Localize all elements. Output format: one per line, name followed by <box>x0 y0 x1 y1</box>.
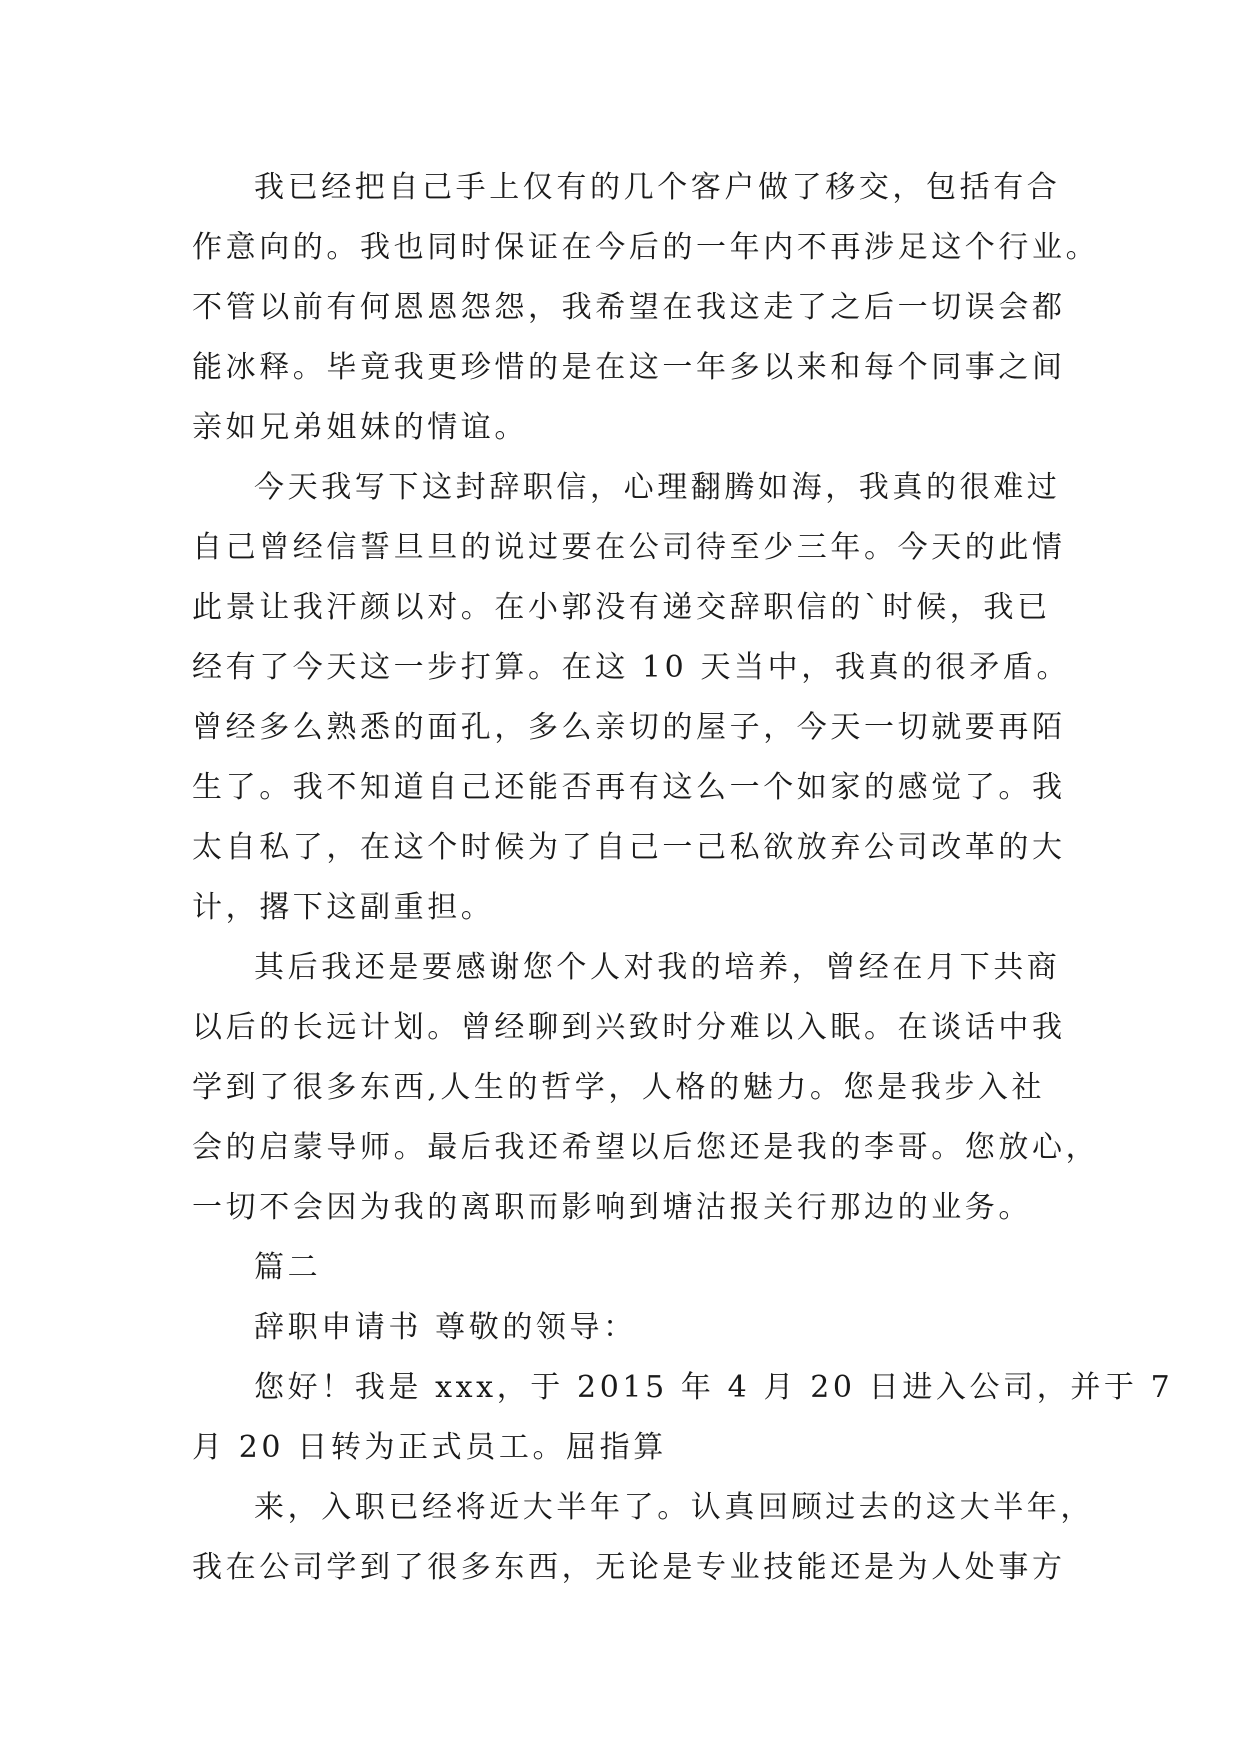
text-line: 会的启蒙导师。最后我还希望以后您还是我的李哥。您放心， <box>192 1130 1100 1165</box>
section-heading: 篇二 <box>254 1250 322 1285</box>
text-line: 来，入职已经将近大半年了。认真回顾过去的这大半年， <box>254 1490 1094 1525</box>
text-line: 一切不会因为我的离职而影响到塘沽报关行那边的业务。 <box>192 1190 1032 1225</box>
text-line: 能冰释。毕竟我更珍惜的是在这一年多以来和每个同事之间 <box>192 350 1066 385</box>
text-line: 其后我还是要感谢您个人对我的培养，曾经在月下共商 <box>254 950 1061 985</box>
text-line: 经有了今天这一步打算。在这 10 天当中，我真的很矛盾。 <box>192 650 1071 685</box>
text-line: 亲如兄弟姐妹的情谊。 <box>192 410 528 445</box>
text-line: 不管以前有何恩恩怨怨，我希望在我这走了之后一切误会都 <box>192 290 1066 325</box>
letter-title: 辞职申请书 尊敬的领导： <box>254 1310 637 1345</box>
text-line: 生了。我不知道自己还能否再有这么一个如家的感觉了。我 <box>192 770 1066 805</box>
text-line: 自己曾经信誓旦旦的说过要在公司待至少三年。今天的此情 <box>192 530 1066 565</box>
text-line: 我已经把自己手上仅有的几个客户做了移交，包括有合 <box>254 170 1061 205</box>
text-line: 月 20 日转为正式员工。屈指算 <box>192 1430 667 1465</box>
text-line: 太自私了，在这个时候为了自己一己私欲放弃公司改革的大 <box>192 830 1066 865</box>
text-line: 以后的长远计划。曾经聊到兴致时分难以入眠。在谈话中我 <box>192 1010 1066 1045</box>
text-line: 您好！我是 xxx，于 2015 年 4 月 20 日进入公司，并于 7 <box>254 1370 1174 1405</box>
text-line: 此景让我汗颜以对。在小郭没有递交辞职信的`时候，我已 <box>192 590 1051 625</box>
text-line: 曾经多么熟悉的面孔，多么亲切的屋子，今天一切就要再陌 <box>192 710 1066 745</box>
text-line: 作意向的。我也同时保证在今后的一年内不再涉足这个行业。 <box>192 230 1100 265</box>
body-text <box>192 158 1174 1598</box>
text-line: 我在公司学到了很多东西，无论是专业技能还是为人处事方 <box>192 1550 1066 1585</box>
text-line: 计，撂下这副重担。 <box>192 890 495 925</box>
text-line: 学到了很多东西,人生的哲学，人格的魅力。您是我步入社 <box>192 1070 1046 1105</box>
text-line: 今天我写下这封辞职信，心理翻腾如海，我真的很难过 <box>254 470 1061 505</box>
